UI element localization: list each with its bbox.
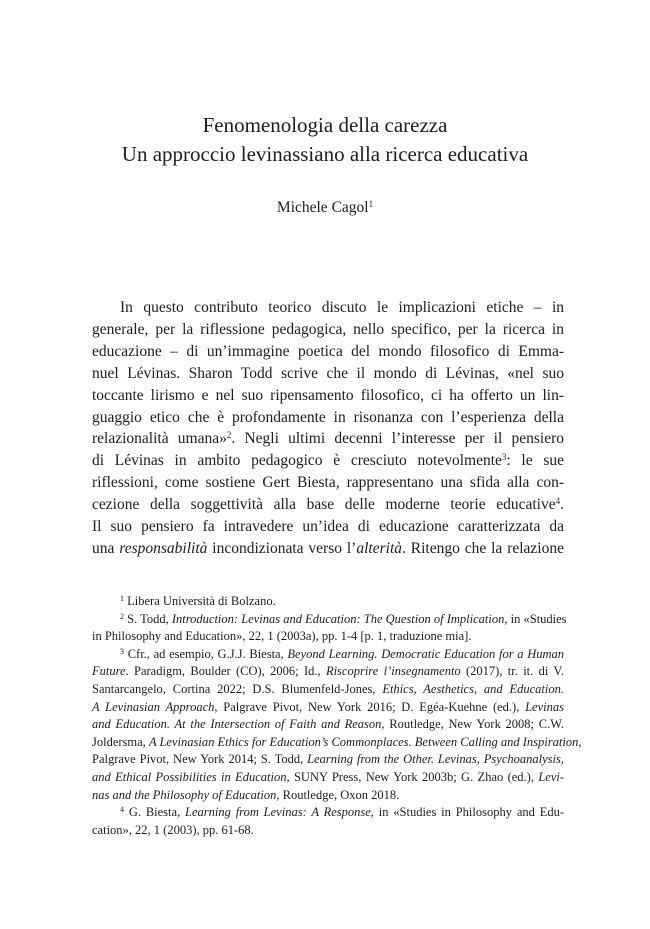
body-line: nuel Lévinas. Sharon Todd scrive che il mondo di Lévinas, «nel suo [92,364,564,382]
footnote-text: , in «Studies [504,611,567,626]
body-line: toccante lirismo e nel suo ripensamento filosofico, ci ha offerto un lin- [92,386,564,404]
footnote-2 [92,611,567,629]
footnote-italic: Levinas [525,699,564,714]
body-line: Il suo pensiero fa intravedere un’idea di educazione caratterizzata da [92,518,564,536]
footnote-italic: Learning from the Other. Levinas, Psychoanalysis, [307,752,564,767]
body-text: incondizionata verso l’ [207,539,357,557]
footnote-ref: 4 [555,496,561,507]
author-note-ref: 1 [368,199,374,209]
footnote-italic: and Education. At the Intersection of Faith and Reason [92,717,382,732]
footnote-line [92,787,564,805]
author-line [0,198,650,218]
footnote-italic: Levi- [538,769,564,784]
footnote-italic: and Ethical Possibilities in Education [92,769,287,784]
footnote-italic: Riscoprire l’insegnamento [325,664,461,679]
footnote-text: Santarcangelo, Cortina 2022; D.S. Blumenfeld-Jones, [92,681,383,696]
footnote-text: , in «Studies in Philosophy and Edu- [370,805,564,820]
footnote-italic: Ethics, Aesthetics, and Education. [382,681,565,696]
body-line: guaggio etico che è profondamente in risonanza con l’esperienza della [92,408,564,426]
author-name: Michele Cagol [276,199,369,216]
body-line: In questo contributo teorico discuto le implicazioni etiche – in [120,299,564,316]
body-line [92,494,564,516]
footnote-text: , Routledge, Oxon 2018. [276,787,400,802]
body-line [92,450,564,472]
footnote-ref: 2 [226,430,232,441]
footnote-number: 3 [120,646,124,656]
footnote-text: , [578,734,582,749]
body-text: una [92,539,120,557]
footnote-italic: Introduction: Levinas and Education: The Question of Implication [171,611,505,626]
footnote-italic: Learning from Levinas: A Response [185,805,371,820]
footnote-1 [92,593,564,611]
body-line [92,538,564,560]
body-line: educazione – di un’immagine poetica del mondo filosofico di Emma- [92,342,564,360]
footnote-text: , Routledge, New York 2008; C.W. [381,717,565,732]
footnote-line [92,734,582,752]
body-paragraph [92,297,564,560]
body-text: . Ritengo che la relazione [402,539,564,557]
body-line [92,428,564,450]
footnote-italic: A Levinasian Ethics for Education’s Commonplaces. Between Calling and Inspiration [148,734,579,749]
body-line: riflessioni, come sostiene Gert Biesta, rappresentano una sfida alla con- [92,474,564,492]
emphasis: alterità [356,539,402,557]
footnotes [92,593,582,839]
body-text: cezione della soggettività alla base delle moderne teorie educative [92,496,556,514]
footnote-text: , Palgrave Pivot, New York 2016; D. Egéa-Kuehne (ed.), [214,699,526,714]
footnote-italic: Beyond Learning. Democratic Education for a Human [287,646,564,661]
footnote-4 [92,804,564,822]
footnote-text: Palgrave Pivot, New York 2014; S. Todd, [92,752,308,767]
footnote-line [92,699,564,717]
footnote-number: 2 [120,611,124,621]
footnote-text: S. Todd, [127,611,172,626]
title-line-1: Fenomenologia della carezza [202,113,448,137]
body-line: generale, per la riflessione pedagogica, nello specifico, per la ricerca in [92,320,564,338]
footnote-italic: nas and the Philosophy of Education [92,787,277,802]
footnote-line: cation», 22, 1 (2003), pp. 61-68. [92,822,254,837]
body-text: . [560,496,564,514]
footnote-number: 4 [120,805,124,815]
footnote-text: , SUNY Press, New York 2003b; G. Zhao (ed.), [286,769,539,784]
footnote-ref: 3 [501,452,507,463]
footnote-line [92,751,564,769]
footnote-3 [92,646,564,664]
footnote-line [92,716,564,734]
footnote-text: G. Biesta, [128,805,186,820]
footnote-text: . Paradigm, Boulder (CO), 2006; Id., [125,664,326,679]
footnote-italic: A Levinasian Approach [92,699,215,714]
footnote-text: Cfr., ad esempio, G.J.J. Biesta, [127,646,288,661]
paper-title [0,111,650,169]
footnote-text: Joldersma, [92,734,149,749]
body-text: : le sue [506,452,564,470]
footnote-number: 1 [120,594,124,603]
title-line-2: Un approccio levinassiano alla ricerca educativa [121,142,529,166]
footnote-text: (2017), tr. it. di V. [460,664,564,679]
footnote-line [92,663,564,681]
body-text: di Lévinas in ambito pedagogico è cresciuto notevolmente [92,452,502,470]
body-text: relazionalità umana» [92,430,227,448]
body-text: . Negli ultimi decenni l’interesse per il pensiero [231,430,564,448]
footnote-italic: Future [92,664,126,679]
footnote-line: in Philosophy and Education», 22, 1 (2003a), pp. 1-4 [p. 1, traduzione mia]. [92,629,472,644]
footnote-line [92,681,564,699]
footnote-text: Libera Università di Bolzano. [127,594,276,608]
emphasis: responsabilità [119,539,208,557]
footnote-line [92,769,564,787]
